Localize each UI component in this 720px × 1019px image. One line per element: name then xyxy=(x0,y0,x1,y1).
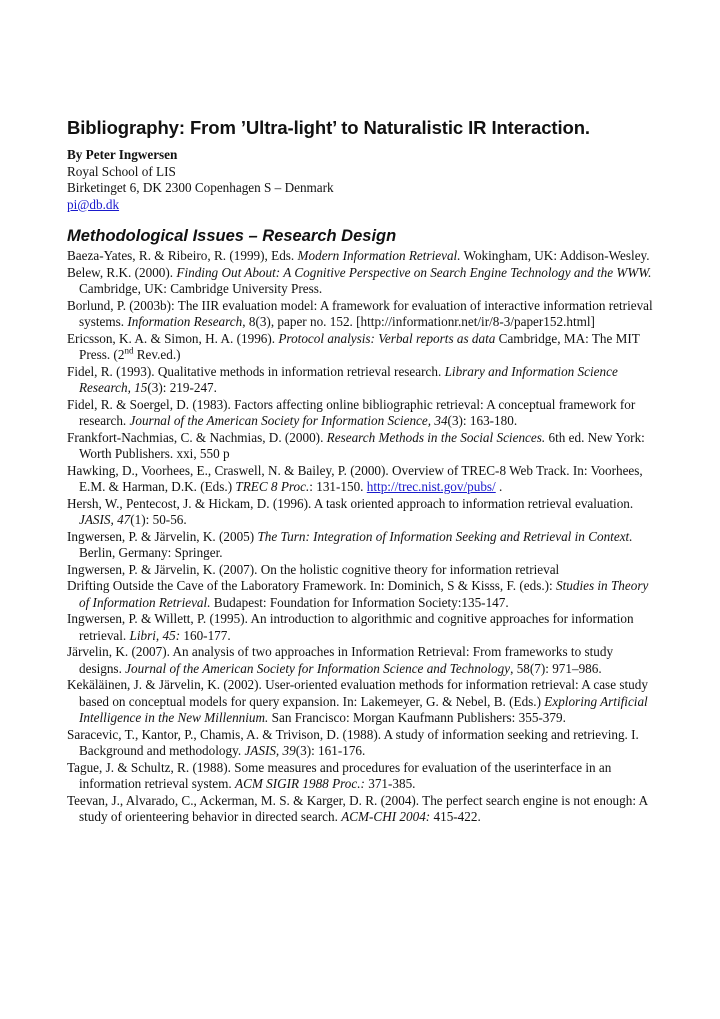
section-heading: Methodological Issues – Research Design xyxy=(67,227,397,245)
reference-italic-text: The Turn: Integration of Information Seeking and Retrieval in Context. xyxy=(257,528,633,544)
reference-entry xyxy=(67,644,657,677)
reference-text: (3): 163-180. xyxy=(447,413,518,428)
reference-entry xyxy=(67,793,657,826)
author-name: By Peter Ingwersen xyxy=(67,147,178,162)
reference-superscript: nd xyxy=(124,345,134,356)
reference-text: Belew, R.K. (2000). xyxy=(67,264,177,280)
reference-text: Budapest: Foundation for Information Society:135-147. xyxy=(210,594,509,610)
reference-text: (3): 219-247. xyxy=(147,380,217,395)
reference-entry xyxy=(67,496,657,529)
reference-text: Hawking, D., Voorhees, E., Craswell, N. & Bailey, P. (2000). Overview of TREC-8 Web Track. In: Voorhees, E.M. & Harman, D.K. (Eds.) xyxy=(67,462,643,494)
reference-text: Berlin, Germany: Springer. xyxy=(79,545,223,560)
reference-link[interactable]: http://trec.nist.gov/pubs/ xyxy=(366,479,496,494)
reference-entry xyxy=(67,248,657,265)
reference-entry xyxy=(67,265,657,298)
author-affiliation: Royal School of LIS xyxy=(67,163,176,179)
reference-text: 160-177. xyxy=(180,627,231,643)
reference-text: 415-422. xyxy=(430,809,481,824)
reference-text: Ingwersen, P. & Willett, P. (1995). An introduction to algorithmic and cognitive approaches for information retrieval. xyxy=(67,611,634,643)
reference-entry xyxy=(67,364,657,397)
reference-italic-text: Protocol analysis: Verbal reports as data xyxy=(278,330,496,346)
reference-entry xyxy=(67,298,657,331)
reference-entry xyxy=(67,562,657,579)
reference-text: : 131-150. xyxy=(309,479,367,494)
reference-text: . xyxy=(495,479,503,494)
reference-italic-text: Research Methods in the Social Sciences. xyxy=(326,429,546,445)
reference-text: Cambridge, UK: Cambridge University Press. xyxy=(79,281,323,296)
author-address: Birketinget 6, DK 2300 Copenhagen S – Denmark xyxy=(67,180,334,195)
reference-text: Tague, J. & Schultz, R. (1988). Some measures and procedures for evaluation of the userinterface in an information retrieval system. xyxy=(67,759,612,791)
reference-entry xyxy=(67,463,657,496)
document-title: Bibliography: From ’Ultra-light’ to Naturalistic IR Interaction. xyxy=(67,117,590,138)
reference-text: Kekäläinen, J. & Järvelin, K. (2002). User-oriented evaluation methods for information retrieval: A case study based on conceptual models for query expansion. In: Lakemeyer, G. & Nebel, B. (Eds.) xyxy=(67,677,648,709)
reference-text: , 58(7): 971–986. xyxy=(510,660,602,676)
reference-text: Järvelin, K. (2007). An analysis of two approaches in Information Retrieval: From frameworks to study designs. xyxy=(67,644,614,676)
reference-italic-text: ACM SIGIR 1988 Proc.: xyxy=(235,776,365,791)
reference-text: Saracevic, T., Kantor, P., Chamis, A. & Trivison, D. (1988). A study of information seeking and retrieving. I. Background and methodology. xyxy=(67,726,639,758)
reference-text: (1): 50-56. xyxy=(130,512,187,527)
reference-italic-text: Exploring Artificial Intelligence in the New Millennium. xyxy=(79,693,648,725)
reference-entry xyxy=(67,760,657,793)
reference-text: Wokingham, UK: Addison-Wesley. xyxy=(460,248,650,263)
reference-text: San Francisco: Morgan Kaufmann Publishers: 355-379. xyxy=(268,710,566,725)
reference-italic-text: Finding Out About: A Cognitive Perspective on Search Engine Technology and the WWW. xyxy=(176,264,652,280)
reference-text: Borlund, P. (2003b): The IIR evaluation model: A framework for evaluation of interactive information retrieval systems. xyxy=(67,297,653,329)
reference-italic-text: Libri, 45: xyxy=(129,627,181,643)
reference-text: Cambridge, MA: The MIT Press. (2 xyxy=(79,330,640,362)
reference-entry xyxy=(67,677,657,727)
reference-text: Drifting Outside the Cave of the Laboratory Framework. In: Dominich, S & Kisss, F. (eds.): xyxy=(67,578,556,593)
reference-italic-text: Modern Information Retrieval. xyxy=(297,248,461,263)
reference-entry xyxy=(67,529,657,562)
reference-italic-text: Journal of the American Society for Information Science and Technology xyxy=(125,660,511,676)
reference-entry xyxy=(67,578,657,611)
reference-italic-text: ACM-CHI 2004: xyxy=(341,809,431,824)
reference-entry xyxy=(67,331,657,364)
reference-text: Ericsson, K. A. & Simon, H. A. (1996). xyxy=(67,330,279,346)
reference-text: Fidel, R. & Soergel, D. (1983). Factors affecting online bibliographic retrieval: A conceptual framework for research. xyxy=(67,396,636,428)
reference-italic-text: TREC 8 Proc. xyxy=(235,479,310,494)
reference-text: Fidel, R. (1993). Qualitative methods in information retrieval research. xyxy=(67,363,445,379)
reference-entry xyxy=(67,430,657,463)
reference-text: 6th ed. New York: Worth Publishers. xxi, 550 p xyxy=(79,429,645,461)
reference-text: 371-385. xyxy=(364,776,416,791)
document-page xyxy=(67,117,657,826)
reference-text: Teevan, J., Alvarado, C., Ackerman, M. S. & Karger, D. R. (2004). The perfect search engine is not enough: A study of orienteering behavior in directed search. xyxy=(67,792,648,824)
reference-text: Ingwersen, P. & Järvelin, K. (2005) xyxy=(67,528,258,544)
reference-italic-text: Journal of the American Society for Information Science, 34 xyxy=(129,413,448,428)
reference-entry xyxy=(67,611,657,644)
reference-italic-text: Library and Information Science Research, 15 xyxy=(79,363,618,395)
reference-text: Ingwersen, P. & Järvelin, K. (2007). On the holistic cognitive theory for information retrieval xyxy=(67,561,560,577)
reference-italic-text: Information Research xyxy=(127,314,243,329)
reference-text: , 8(3), paper no. 152. [http://informationr.net/ir/8-3/paper152.html] xyxy=(242,314,595,329)
reference-list xyxy=(67,248,657,826)
reference-text: Frankfort-Nachmias, C. & Nachmias, D. (2000). xyxy=(67,429,327,445)
reference-text: (3): 161-176. xyxy=(295,743,366,758)
reference-italic-text: JASIS, 39 xyxy=(244,743,296,758)
reference-text: Rev.ed.) xyxy=(133,347,181,362)
reference-italic-text: JASIS, 47 xyxy=(79,512,131,527)
reference-text: Baeza-Yates, R. & Ribeiro, R. (1999), Eds. xyxy=(67,248,298,263)
reference-text: Hersh, W., Pentecost, J. & Hickam, D. (1996). A task oriented approach to information retrieval evaluation. xyxy=(67,495,634,511)
reference-entry xyxy=(67,397,657,430)
reference-entry xyxy=(67,727,657,760)
reference-italic-text: Studies in Theory of Information Retrieval. xyxy=(79,578,649,610)
author-email-link[interactable]: pi@db.dk xyxy=(67,196,120,212)
